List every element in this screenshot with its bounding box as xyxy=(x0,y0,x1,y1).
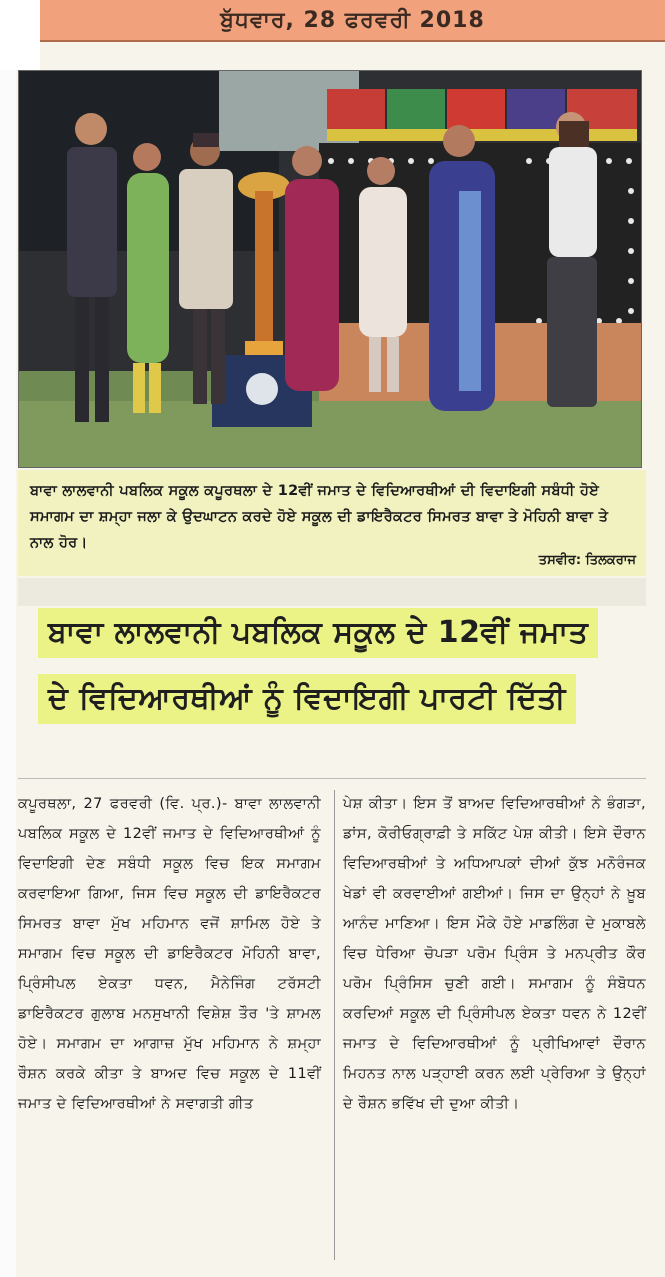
date-strip xyxy=(40,0,665,42)
article-column-2 xyxy=(343,789,646,1270)
date-text: ਬੁੱਧਵਾਰ, 28 ਫਰਵਰੀ 2018 xyxy=(220,7,485,33)
caption-text: ਬਾਵਾ ਲਾਲਵਾਨੀ ਪਬਲਿਕ ਸਕੂਲ ਕਪੂਰਥਲਾ ਦੇ 12ਵੀਂ ਜਮਾਤ ਦੇ ਵਿਦਿਆਰਥੀਆਂ ਦੀ ਵਿਦਾਇਗੀ ਸਬੰਧੀ ਹੋਏ ਸਮਾਗਮ ਦਾ ਸ਼ਮ੍ਹਾ ਜਲਾ ਕੇ ਉਦਘਾਟਨ ਕਰਦੇ ਹੋਏ ਸਕੂਲ ਦੀ ਡਾਇਰੈਕਟਰ ਸਿਮਰਤ ਬਾਵਾ ਤੇ ਮੋਹਿਨੀ ਬਾਵਾ ਤੇ ਨਾਲ ਹੋਰ। xyxy=(30,483,609,551)
article-body xyxy=(18,778,646,1270)
article-text-col2: ਪੇਸ਼ ਕੀਤਾ। ਇਸ ਤੋਂ ਬਾਅਦ ਵਿਦਿਆਰਥੀਆਂ ਨੇ ਭੰਗੜਾ, ਡਾਂਸ, ਕੋਰੀਓਗ੍ਰਾਫ਼ੀ ਤੇ ਸਕਿੱਟ ਪੇਸ਼ ਕੀਤੀ। ਇਸੇ ਦੌਰਾਨ ਵਿਦਿਆਰਥੀਆਂ ਤੇ ਅਧਿਆਪਕਾਂ ਦੀਆਂ ਕੁੱਝ ਮਨੋਰੰਜਕ ਖੇਡਾਂ ਵੀ ਕਰਵਾਈਆਂ ਗਈਆਂ। ਜਿਸ ਦਾ ਉਨ੍ਹਾਂ ਨੇ ਖ਼ੂਬ ਆਨੰਦ ਮਾਣਿਆ। ਇਸ ਮੌਕੇ ਹੋਏ ਮਾਡਲਿੰਗ ਦੇ ਮੁਕਾਬਲੇ ਵਿਚ ਧੇਰਿਆ ਚੋਪੜਾ ਪਰੋਮ ਪ੍ਰਿੰਸ ਤੇ ਮਨਪ੍ਰੀਤ ਕੌਰ ਪਰੋਮ ਪ੍ਰਿੰਸਿਸ ਚੁਣੀ ਗਈ। ਸਮਾਗਮ ਨੂੰ ਸੰਬੋਧਨ ਕਰਦਿਆਂ ਸਕੂਲ ਦੀ ਪ੍ਰਿੰਸੀਪਲ ਏਕਤਾ ਧਵਨ ਨੇ 12ਵੀਂ ਜਮਾਤ ਦੇ ਵਿਦਿਆਰਥੀਆਂ ਨੂੰ ਪ੍ਰੀਖਿਆਵਾਂ ਦੌਰਾਨ ਮਿਹਨਤ ਨਾਲ ਪੜ੍ਹਾਈ ਕਰਨ ਲਈ ਪ੍ਰੇਰਿਆ ਤੇ ਉਨ੍ਹਾਂ ਦੇ ਰੌਸ਼ਨ ਭਵਿੱਖ ਦੀ ਦੁਆ ਕੀਤੀ। xyxy=(343,796,646,1112)
article-text-col1: ਕਪੂਰਥਲਾ, 27 ਫਰਵਰੀ (ਵਿ. ਪ੍ਰ.)- ਬਾਵਾ ਲਾਲਵਾਨੀ ਪਬਲਿਕ ਸਕੂਲ ਦੇ 12ਵੀਂ ਜਮਾਤ ਦੇ ਵਿਦਿਆਰਥੀਆਂ ਨੂੰ ਵਿਦਾਇਗੀ ਦੇਣ ਸਬੰਧੀ ਸਕੂਲ ਵਿਚ ਇਕ ਸਮਾਗਮ ਕਰਵਾਇਆ ਗਿਆ, ਜਿਸ ਵਿਚ ਸਕੂਲ ਦੀ ਡਾਇਰੈਕਟਰ ਸਿਮਰਤ ਬਾਵਾ ਮੁੱਖ ਮਹਿਮਾਨ ਵਜੋਂ ਸ਼ਾਮਿਲ ਹੋਏ ਤੇ ਸਮਾਗਮ ਵਿਚ ਸਕੂਲ ਦੀ ਡਾਇਰੈਕਟਰ ਮੋਹਿਨੀ ਬਾਵਾ, ਪ੍ਰਿੰਸੀਪਲ ਏਕਤਾ ਧਵਨ, ਮੈਨੇਜਿੰਗ ਟਰੱਸਟੀ ਡਾਇਰੈਕਟਰ ਗੁਲਾਬ ਮਨਸੁਖਾਨੀ ਵਿਸ਼ੇਸ਼ ਤੌਰ 'ਤੇ ਸ਼ਾਮਲ ਹੋਏ। ਸਮਾਗਮ ਦਾ ਆਗਾਜ਼ ਮੁੱਖ ਮਹਿਮਾਨ ਨੇ ਸ਼ਮ੍ਹਾ ਰੌਸ਼ਨ ਕਰਕੇ ਕੀਤਾ ਤੇ ਬਾਅਦ ਵਿਚ ਸਕੂਲ ਦੇ 11ਵੀਂ ਜਮਾਤ ਦੇ ਵਿਦਿਆਰਥੀਆਂ ਨੇ ਸਵਾਗਤੀ ਗੀਤ xyxy=(18,796,321,1112)
photo-credit: ਤਸਵੀਰ: ਤਿਲਕਰਾਜ xyxy=(538,553,636,568)
headline-line-2: ਦੇ ਵਿਦਿਆਰਥੀਆਂ ਨੂੰ ਵਿਦਾਇਗੀ ਪਾਰਟੀ ਦਿੱਤੀ xyxy=(38,674,576,724)
news-photo xyxy=(18,70,642,468)
column-divider xyxy=(334,790,335,1260)
ghost-print-band xyxy=(18,578,646,606)
article-column-1 xyxy=(18,789,321,1270)
top-left-blank xyxy=(0,0,40,70)
group-photo-illustration xyxy=(19,71,642,468)
page-margin xyxy=(0,70,16,1277)
photo-caption xyxy=(18,470,646,576)
headline xyxy=(38,608,638,740)
headline-line-1: ਬਾਵਾ ਲਾਲਵਾਨੀ ਪਬਲਿਕ ਸਕੂਲ ਦੇ 12ਵੀਂ ਜਮਾਤ xyxy=(38,608,598,658)
flags-banner xyxy=(327,89,637,141)
